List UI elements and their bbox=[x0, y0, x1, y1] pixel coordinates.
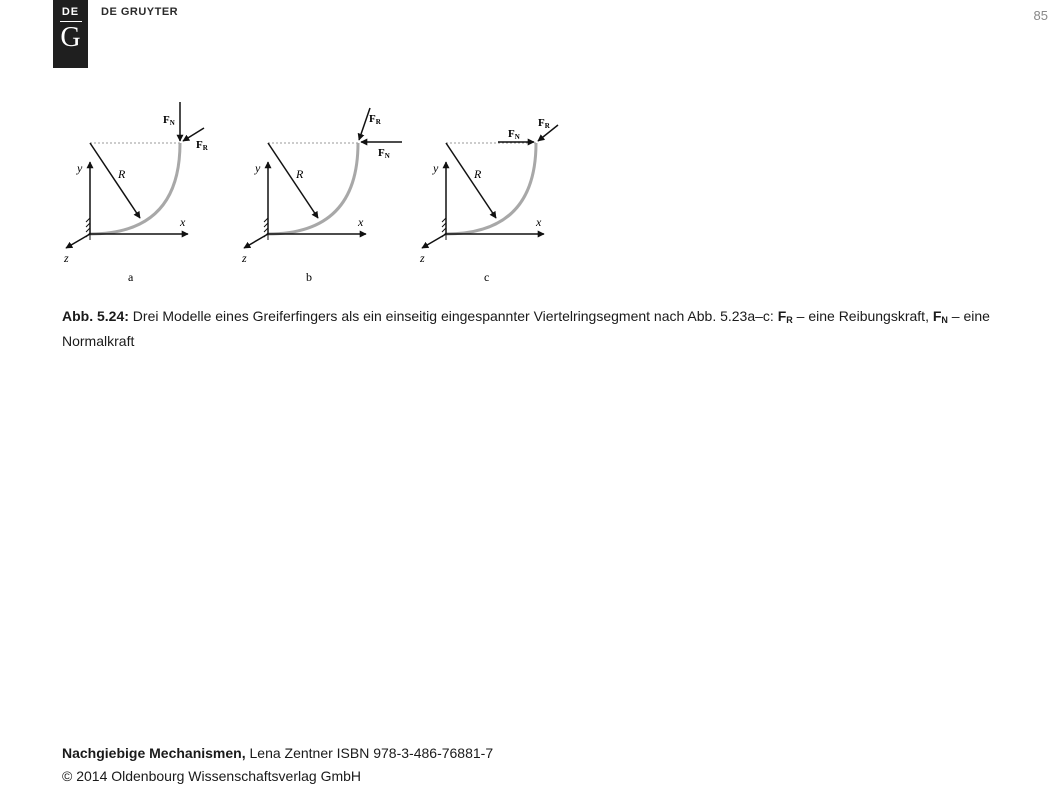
x-axis-label: x bbox=[180, 215, 186, 229]
force-2-label: FN bbox=[378, 147, 390, 160]
quarter-ring-segment bbox=[446, 143, 536, 234]
radius-arrow bbox=[268, 143, 318, 218]
copyright-line: © 2014 Oldenbourg Wissenschaftsverlag GmbH bbox=[62, 768, 362, 784]
force-1-label: FR bbox=[369, 113, 381, 126]
caption-label: Abb. 5.24: bbox=[62, 308, 129, 324]
panel-label: b bbox=[306, 270, 312, 284]
figure bbox=[60, 98, 580, 290]
page-footer bbox=[62, 742, 493, 788]
force-1-label: FN bbox=[508, 128, 520, 141]
y-axis-label: y bbox=[77, 161, 83, 175]
x-axis-label: x bbox=[536, 215, 542, 229]
logo-top-text: DE bbox=[61, 6, 80, 18]
caption-text-3: – eine Normalkraft bbox=[62, 308, 990, 349]
publisher-name: DE GRUYTER bbox=[101, 6, 179, 18]
z-axis-label: z bbox=[420, 251, 425, 265]
y-axis-label: y bbox=[433, 161, 439, 175]
radius-arrow bbox=[90, 143, 140, 218]
caption-symbol-fr: $F_R$ bbox=[777, 308, 793, 325]
book-details: Lena Zentner ISBN 978-3-486-76881-7 bbox=[245, 745, 494, 761]
z-axis-label: z bbox=[242, 251, 247, 265]
force-2-label: FR bbox=[196, 139, 208, 152]
book-title: Nachgiebige Mechanismen, bbox=[62, 745, 246, 761]
y-axis-label: y bbox=[255, 161, 261, 175]
figure-caption bbox=[62, 306, 1022, 352]
panel-label: a bbox=[128, 270, 134, 284]
figure-diagram bbox=[60, 98, 580, 290]
footer-citation bbox=[62, 742, 493, 765]
radius-label: R bbox=[118, 167, 126, 181]
caption-text-1: Drei Modelle eines Greiferfingers als ein einseitig eingespannter Viertelringsegment nach Abb. 5.23a–c: bbox=[128, 308, 778, 324]
x-axis-label: x bbox=[358, 215, 364, 229]
quarter-ring-segment bbox=[268, 143, 358, 234]
force-2-label: FR bbox=[538, 117, 550, 130]
panel-c bbox=[419, 117, 558, 284]
panel-b bbox=[241, 108, 402, 284]
caption-symbol-fn: $F_N$ bbox=[932, 308, 948, 325]
panel-a bbox=[63, 102, 209, 284]
radius-arrow bbox=[446, 143, 496, 218]
radius-label: R bbox=[474, 167, 482, 181]
force-1-label: FN bbox=[163, 114, 175, 127]
radius-label: R bbox=[296, 167, 304, 181]
panel-label: c bbox=[484, 270, 490, 284]
caption-text-2: – eine Reibungskraft, bbox=[792, 308, 933, 324]
logo-bottom-text: G bbox=[60, 22, 81, 53]
z-axis-label: z bbox=[64, 251, 69, 265]
publisher-logo bbox=[53, 0, 88, 68]
quarter-ring-segment bbox=[90, 143, 180, 234]
page-number: 85 bbox=[1033, 8, 1048, 23]
